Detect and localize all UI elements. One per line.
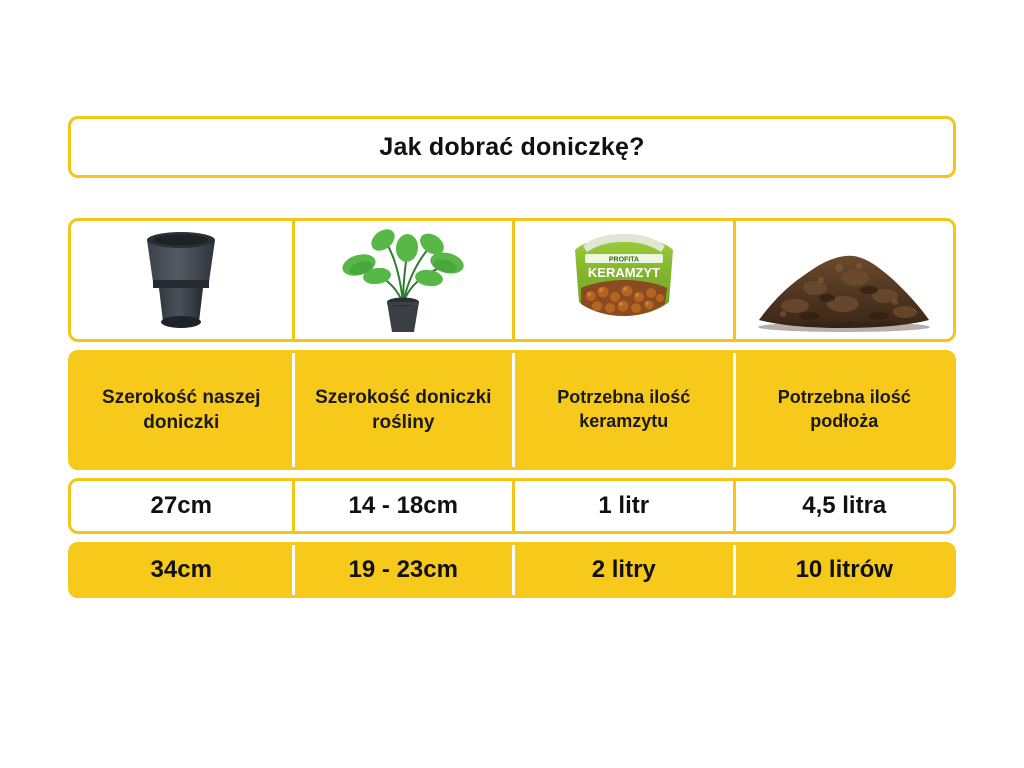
cell-soil-image bbox=[733, 221, 954, 339]
svg-text:KERAMZYT: KERAMZYT bbox=[587, 265, 660, 280]
cell-keramzyt-bag-image bbox=[512, 221, 733, 339]
column-header-label: Potrzebna ilość keramzytu bbox=[557, 387, 691, 431]
title-bar bbox=[68, 116, 956, 178]
cell-pot-image bbox=[71, 221, 292, 339]
column-header-pot-width bbox=[71, 353, 292, 467]
cell-value: 14 - 18cm bbox=[348, 492, 458, 519]
comparison-table bbox=[68, 218, 956, 606]
column-header-plant-pot-width bbox=[292, 353, 513, 467]
keramzyt-bag-image bbox=[515, 221, 733, 339]
cell-value: 27cm bbox=[150, 492, 212, 519]
cell-soil-amount bbox=[733, 481, 954, 531]
page-title: Jak dobrać doniczkę? bbox=[379, 132, 645, 161]
pot-image bbox=[71, 221, 292, 339]
column-header-soil-amount bbox=[733, 353, 954, 467]
cell-value: 10 litrów bbox=[795, 556, 893, 583]
column-header-label: Szerokość naszej doniczki bbox=[102, 386, 261, 433]
column-header-label: Potrzebna ilość podłoża bbox=[777, 387, 911, 431]
cell-value: 1 litr bbox=[598, 492, 650, 519]
cell-keramzyt-amount bbox=[512, 481, 733, 531]
cell-plant-image bbox=[292, 221, 513, 339]
svg-text:PROFITA: PROFITA bbox=[608, 256, 639, 264]
cell-plant-pot-width bbox=[292, 545, 513, 595]
column-header-keramzyt-amount bbox=[512, 353, 733, 467]
cell-pot-width bbox=[71, 545, 292, 595]
cell-pot-width bbox=[71, 481, 292, 531]
cell-plant-pot-width bbox=[292, 481, 513, 531]
cell-value: 19 - 23cm bbox=[348, 556, 458, 583]
cell-soil-amount bbox=[733, 545, 954, 595]
table-row-images bbox=[68, 218, 956, 342]
cell-keramzyt-amount bbox=[512, 545, 733, 595]
table-row-headers bbox=[68, 350, 956, 470]
plant-image bbox=[295, 221, 513, 339]
table-row bbox=[68, 542, 956, 598]
soil-image bbox=[736, 221, 954, 339]
cell-value: 34cm bbox=[150, 556, 212, 583]
cell-value: 4,5 litra bbox=[802, 492, 887, 519]
cell-value: 2 litry bbox=[591, 556, 656, 583]
table-row bbox=[68, 478, 956, 534]
column-header-label: Szerokość doniczki rośliny bbox=[315, 386, 492, 433]
